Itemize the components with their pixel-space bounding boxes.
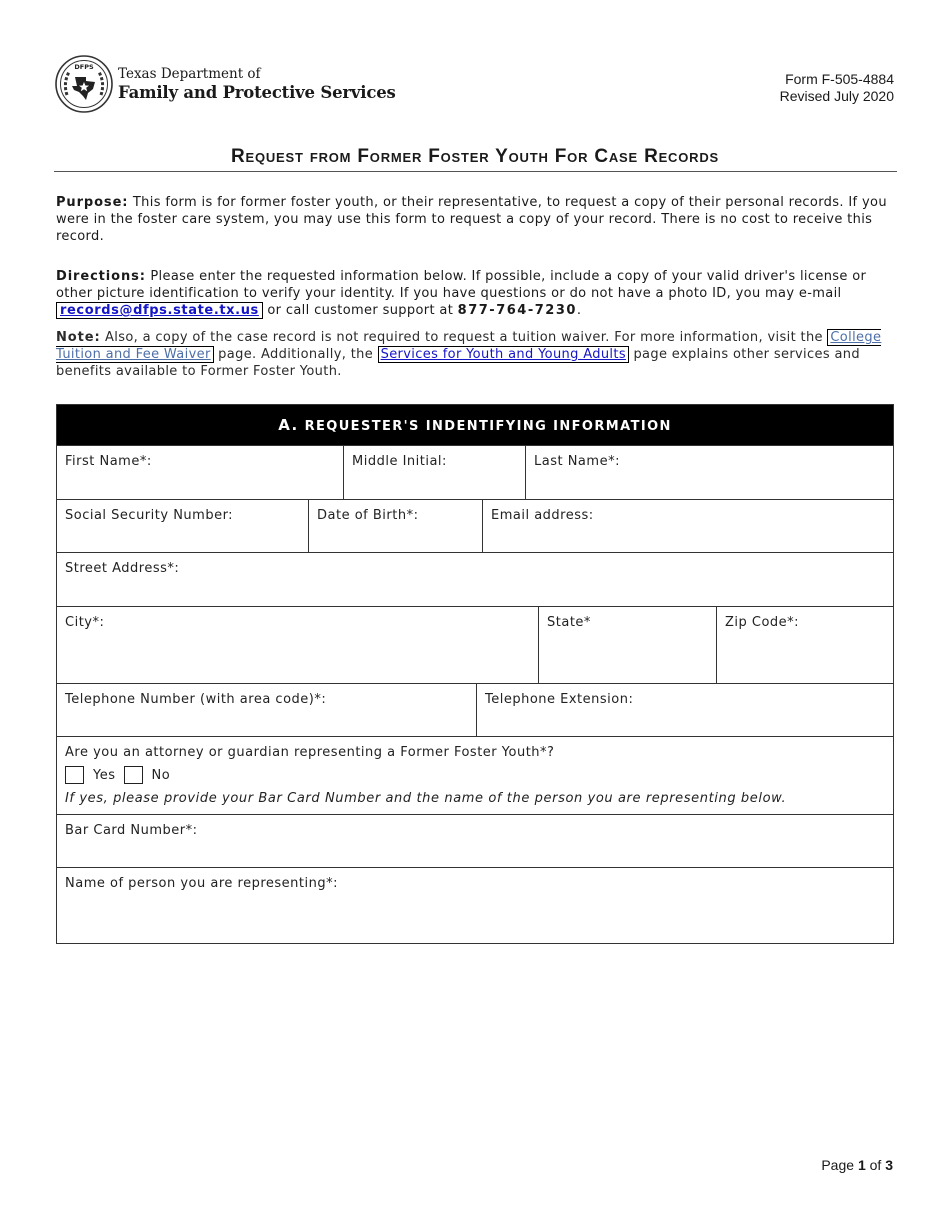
- note-text-1: Also, a copy of the case record is not required to request a tuition waiver. For more information, visit the: [105, 330, 823, 345]
- attorney-note: If yes, please provide your Bar Card Number and the name of the person you are representing below.: [65, 791, 787, 806]
- purpose-paragraph: [56, 194, 896, 245]
- street-address-field[interactable]: Street Address*:: [65, 561, 180, 576]
- last-name-field[interactable]: Last Name*:: [525, 446, 893, 499]
- first-name-field[interactable]: First Name*:: [65, 454, 152, 469]
- form-number: Form F-505-4884: [785, 71, 894, 87]
- section-a-header: [57, 405, 893, 445]
- name-row: [57, 445, 893, 499]
- agency-name: [118, 66, 396, 103]
- note-label: Note:: [56, 330, 101, 345]
- attorney-question: Are you an attorney or guardian representing a Former Foster Youth*?: [65, 745, 555, 760]
- note-paragraph: [56, 329, 896, 380]
- page-of: of: [869, 1157, 882, 1173]
- email-field[interactable]: Email address:: [482, 500, 893, 552]
- representing-row: [57, 867, 893, 943]
- identity-row: [57, 499, 893, 552]
- attorney-question-block: [57, 737, 893, 814]
- no-label: No: [151, 767, 171, 783]
- bar-card-field[interactable]: Bar Card Number*:: [65, 823, 198, 838]
- revised-date: Revised July 2020: [779, 88, 894, 104]
- records-email-link[interactable]: records@dfps.state.tx.us: [56, 302, 263, 319]
- form-identifier: [780, 71, 894, 105]
- dob-field[interactable]: Date of Birth*:: [308, 500, 482, 552]
- directions-label: Directions:: [56, 269, 146, 284]
- directions-paragraph: [56, 268, 896, 319]
- dfps-seal-logo: [55, 55, 113, 113]
- telephone-row: [57, 683, 893, 736]
- middle-initial-field[interactable]: Middle Initial:: [343, 446, 525, 499]
- telephone-extension-field[interactable]: Telephone Extension:: [476, 684, 893, 736]
- page-current: 1: [857, 1157, 866, 1173]
- zip-code-field[interactable]: Zip Code*:: [716, 607, 893, 683]
- city-field[interactable]: City*:: [65, 615, 105, 630]
- note-text-2: page. Additionally, the: [218, 347, 374, 362]
- purpose-label: Purpose:: [56, 195, 129, 210]
- college-tuition-link[interactable]: College Tuition and Fee Waiver: [56, 330, 882, 362]
- agency-line-2: Family and Protective Services: [118, 83, 396, 102]
- title-divider: [54, 171, 897, 172]
- telephone-field[interactable]: Telephone Number (with area code)*:: [65, 692, 327, 707]
- section-heading: REQUESTER'S INDENTIFYING INFORMATION: [304, 419, 672, 434]
- directions-period: .: [576, 303, 582, 318]
- directions-text-after-email: or call customer support at: [267, 303, 454, 318]
- section-letter: A.: [278, 416, 299, 434]
- yes-checkbox[interactable]: [65, 766, 84, 784]
- ssn-field[interactable]: Social Security Number:: [65, 508, 234, 523]
- page-title: Request from Former Foster Youth For Case Records: [230, 146, 720, 167]
- attorney-row: [57, 736, 893, 814]
- section-a-form: [56, 404, 894, 944]
- yes-label: Yes: [93, 767, 116, 783]
- page-total: 3: [885, 1157, 893, 1173]
- no-checkbox[interactable]: [124, 766, 143, 784]
- page-number: [821, 1157, 893, 1173]
- youth-services-link[interactable]: Services for Youth and Young Adults: [378, 346, 629, 363]
- attorney-options: [65, 765, 885, 785]
- page-word: Page: [821, 1157, 855, 1173]
- note-text-3: page explains other services and benefits available to Former Foster Youth.: [56, 347, 860, 379]
- purpose-text: This form is for former foster youth, or their representative, to request a copy of their personal records. If you were in the foster care system, you may use this form to request a copy of your record. There is no cost to receive this record.: [56, 195, 887, 244]
- street-row: [57, 552, 893, 606]
- agency-line-1: Texas Department of: [118, 66, 261, 82]
- city-row: [57, 606, 893, 683]
- directions-text: Please enter the requested information below. If possible, include a copy of your valid driver's license or other picture identification to verify your identity. If you have questions or do not have a photo ID, you may e-mail: [56, 269, 867, 301]
- representing-name-field[interactable]: Name of person you are representing*:: [65, 876, 338, 891]
- bar-card-row: [57, 814, 893, 867]
- state-field[interactable]: State*: [538, 607, 716, 683]
- seal-text: DFPS: [74, 63, 94, 71]
- support-phone: 877-764-7230: [457, 303, 577, 318]
